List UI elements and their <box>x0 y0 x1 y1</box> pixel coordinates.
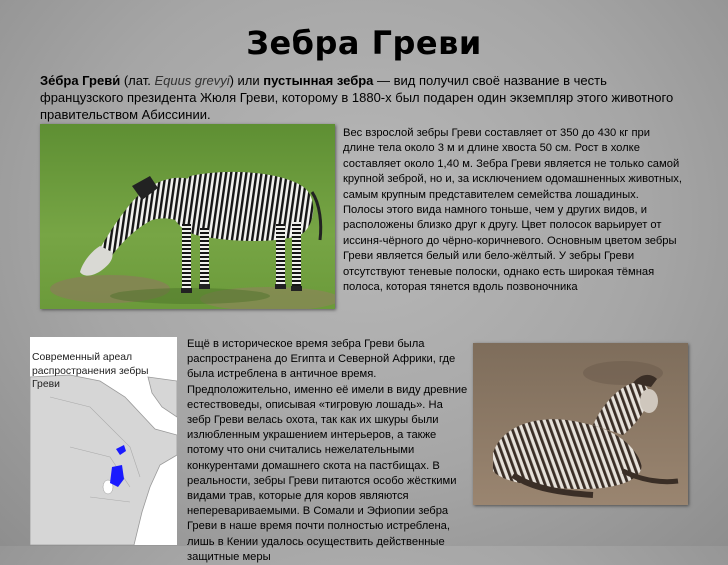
stripes-text: Полосы этого вида намного тоньше, чем у других видов, и расположены близко друг к другу. Цвет полосок варьирует от иссиня-чёрного до чёрно-коричневого. Основным цветом зебры Греви является белый или бело-жёлтый. У зебры Греви отсутствуют теневые полоски, однако есть широкая тёмная полоса, которая тянется вдоль позвоночника <box>343 204 677 294</box>
description-paragraph <box>343 126 683 295</box>
zebra-foal-photo <box>473 343 688 505</box>
range-map <box>30 337 177 545</box>
latin-name: Equus grevyi <box>154 73 230 88</box>
map-caption: Современный ареал распространения зебры Греви <box>32 352 149 390</box>
species-name: Зе́бра Греви́ <box>40 73 121 88</box>
page-title: Зебра Греви <box>246 24 482 62</box>
history-paragraph: Ещё в историческое время зебра Греви была распространена до Египта и Северной Африки, где была истреблена в античное время. Предположительно, именно её имели в виду древние естествоведы, описывая «тигровую лошадь». На зебр Греви велась охота, так как их шкуры были излюбленным украшением интерьеров, а также потому что они считались нежелательными конкурентами домашнего скота на пастбищах. В реальности, зебры Греви питаются особо жёсткими видами трав, которые для коров являются неперевариваемыми. В Сомали и Эфиопии зебра Греви в наше время почти полностью истреблена, лишь в Кении удалось осуществить действенные защитные меры <box>187 338 468 563</box>
intro-paragraph: Зе́бра Греви́ (лат. Equus grevyi) или пустынная зебра — вид получил своё название в честь французского президента Жюля Греви, которому в 1880-х был подарен один экземпляр этого животного правительством Абиссинии. <box>40 73 674 122</box>
alt-name: пустынная зебра <box>263 73 374 88</box>
size-text: Вес взрослой зебры Греви составляет от 350 до 430 кг при длине тела около 3 м и длине хвоста 50 см. Рост в холке составляет около 1,40 м. Зебра Греви является не только самой крупной зеброй, но и, за исключением одомашненных животных, самым крупным представителем семейства лошадиных. <box>343 127 682 201</box>
zebra-adult-photo <box>40 124 335 309</box>
